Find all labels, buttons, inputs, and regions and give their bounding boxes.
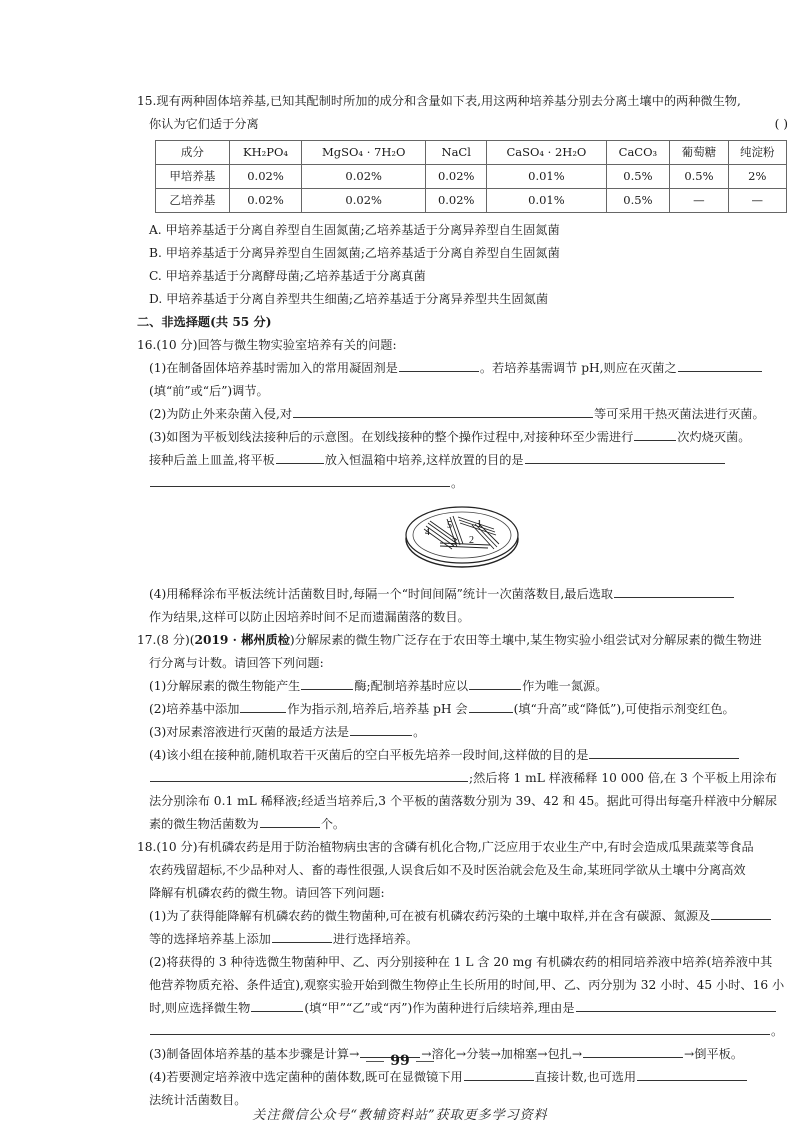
q17-stem-text-b: )分解尿素的微生物广泛存在于农田等土壤中,某生物实验小组尝试对分解尿素的微生物进 — [289, 633, 762, 647]
q17-stem-cont: 行分离与计数。请回答下列问题: — [149, 656, 324, 670]
q17-p4-text-b: ;然后将 1 mL 样液稀释 10 000 倍,在 3 个平板上用涂布 — [469, 771, 777, 785]
table-header-cell: 纯淀粉 — [728, 141, 786, 165]
table-header-cell: CaSO₄ · 2H₂O — [487, 141, 606, 165]
q16-p3-text-a: (3)如图为平板划线法接种后的示意图。在划线接种的整个操作过程中,对接种环至少需进行 — [149, 430, 634, 444]
q18-part4-cont: 法统计活菌数目。 — [149, 1093, 247, 1107]
q17-part3 — [137, 721, 792, 744]
q17-part4 — [137, 744, 792, 767]
table-cell: 0.02% — [229, 165, 301, 189]
q16-part4 — [137, 583, 792, 606]
q17-part2 — [137, 698, 792, 721]
q16-part3-cont — [137, 449, 792, 472]
answer-blank[interactable] — [469, 698, 513, 713]
q17-stem-text-a: (8 分)( — [156, 633, 195, 647]
q15-stem-2: 你认为它们适于分离 — [149, 117, 259, 131]
answer-blank[interactable] — [399, 357, 479, 372]
table-cell: 0.02% — [426, 189, 487, 213]
table-row — [156, 189, 787, 213]
q17-source: 2019 · 郴州质检 — [194, 633, 290, 647]
q17-p1-text-c: 作为唯一氮源。 — [522, 679, 608, 693]
table-header-cell: 葡萄糖 — [670, 141, 728, 165]
q15-option-c: C. 甲培养基适于分离酵母菌;乙培养基适于分离真菌 — [149, 269, 426, 283]
table-cell: 0.5% — [606, 189, 670, 213]
table-cell: — — [670, 189, 728, 213]
q17-p4-text-a: (4)该小组在接种前,随机取若干灭菌后的空白平板先培养一段时间,这样做的目的是 — [149, 748, 589, 762]
q18-p3-text-c: →倒平板。 — [684, 1047, 744, 1061]
table-header-cell: CaCO₃ — [606, 141, 670, 165]
page-number — [0, 1050, 800, 1073]
page-number-text: 99 — [390, 1053, 410, 1069]
q18-p4-text-a: (4)若要测定培养液中选定菌种的菌体数,既可在显微镜下用 — [149, 1070, 463, 1084]
q18-p1-text-c: 进行选择培养。 — [332, 932, 419, 946]
table-cell: 2% — [728, 165, 786, 189]
answer-blank[interactable] — [589, 744, 739, 759]
q16-p3-text-e: 。 — [451, 476, 464, 490]
table-cell: 0.02% — [302, 189, 426, 213]
q16-part1-cont: (填“前”或“后”)调节。 — [149, 384, 269, 398]
q16-p2-text-a: (2)为防止外来杂菌入侵,对 — [149, 407, 293, 421]
q18-p3-text-b: →溶化→分装→加棉塞→包扎→ — [421, 1047, 583, 1061]
q15-option-a: A. 甲培养基适于分离自养型自生固氮菌;乙培养基适于分离异养型自生固氮菌 — [149, 223, 560, 237]
q18-number: 18. — [137, 840, 157, 854]
q18-p1-text-a: (1)为了获得能降解有机磷农药的微生物菌种,可在被有机磷农药污染的土壤中取样,并在含有碳源、氮源及 — [149, 909, 711, 923]
table-cell: 0.5% — [606, 165, 670, 189]
q17-part4-cont3 — [137, 813, 792, 836]
q16-part1 — [137, 357, 792, 380]
q18-part2-cont3 — [137, 1020, 792, 1043]
q16-number: 16. — [137, 338, 157, 352]
table-cell: 0.02% — [302, 165, 426, 189]
q18-stem-line-1 — [137, 836, 792, 859]
section-heading: 二、非选择题(共 55 分) — [137, 315, 272, 329]
answer-blank[interactable] — [678, 357, 762, 372]
q17-part4-cont2: 法分别涂布 0.1 mL 稀释液;经适当培养后,3 个平板的菌落数分别为 39、42 和 45。据此可得出每毫升样液中分解尿 — [149, 794, 778, 808]
q17-part1 — [137, 675, 792, 698]
page-content — [137, 90, 792, 1112]
answer-blank[interactable] — [276, 449, 324, 464]
answer-blank[interactable] — [301, 675, 353, 690]
table-cell: 乙培养基 — [156, 189, 230, 213]
figure-label: 2 — [469, 535, 474, 546]
table-cell: 甲培养基 — [156, 165, 230, 189]
table-cell: 0.02% — [426, 165, 487, 189]
q18-p2-text-e: 。 — [771, 1024, 784, 1038]
table-header-cell: NaCl — [426, 141, 487, 165]
q18-stem-line-2: 农药残留超标,不少品种对人、畜的毒性很强,人误食后如不及时医治就会危及生命,某班同学欲从土壤中分离高效 — [149, 863, 746, 877]
q15-number: 15. — [137, 94, 157, 108]
answer-blank[interactable] — [150, 472, 450, 487]
q16-p3-text-b: 次灼烧灭菌。 — [677, 430, 751, 444]
table-header-row — [156, 141, 787, 165]
answer-blank[interactable] — [576, 997, 776, 1012]
table-cell: 0.01% — [487, 165, 606, 189]
q16-p1-text-a: (1)在制备固体培养基时需加入的常用凝固剂是 — [149, 361, 398, 375]
table-header-cell: KH₂PO₄ — [229, 141, 301, 165]
q18-p2-text-d: (填“甲”“乙”或“丙”)作为菌种进行后续培养,理由是 — [304, 1001, 575, 1015]
q15-stem-line-2 — [137, 113, 792, 136]
answer-blank[interactable] — [634, 426, 676, 441]
answer-blank[interactable] — [272, 928, 332, 943]
q17-p2-text-c: (填“升高”或“降低”),可使指示剂变红色。 — [513, 702, 735, 716]
q17-p1-text-b: 酶;配制培养基时应以 — [354, 679, 469, 693]
q17-p3-text-b: 。 — [413, 725, 426, 739]
table-cell: 0.02% — [229, 189, 301, 213]
q18-p1-text-b: 等的选择培养基上添加 — [149, 932, 271, 946]
q18-part2-cont: 他营养物质充裕、条件适宜),观察实验开始到微生物停止生长所用的时间,甲、乙、丙分别为 32 小时、45 小时、16 小 — [149, 978, 785, 992]
q16-p4-text-a: (4)用稀释涂布平板法统计活菌数目时,每隔一个“时间间隔”统计一次菌落数目,最后选取 — [149, 587, 614, 601]
q16-p3-text-d: 放入恒温箱中培养,这样放置的目的是 — [324, 453, 524, 467]
answer-blank[interactable] — [240, 698, 286, 713]
q17-number: 17. — [137, 633, 157, 647]
q17-part4-cont — [137, 767, 792, 790]
q18-p4-text-b: 直接计数,也可选用 — [534, 1070, 637, 1084]
answer-blank[interactable] — [614, 583, 734, 598]
q16-part4-cont: 作为结果,这样可以防止因培养时间不足而遗漏菌落的数目。 — [149, 610, 470, 624]
figure-label: 1 — [477, 519, 482, 530]
q17-p4-text-d: 素的微生物活菌数为 — [149, 817, 259, 831]
table-cell: 0.5% — [670, 165, 728, 189]
answer-blank[interactable] — [350, 721, 412, 736]
table-cell: — — [728, 189, 786, 213]
answer-blank[interactable] — [469, 675, 521, 690]
q15-option-d: D. 甲培养基适于分离自养型共生细菌;乙培养基适于分离异养型共生固氮菌 — [149, 292, 549, 306]
q15-medium-table — [155, 140, 787, 213]
answer-blank[interactable] — [251, 997, 303, 1012]
petri-dish-diagram — [402, 499, 522, 573]
q15-stem-line-1 — [137, 90, 792, 113]
answer-blank[interactable] — [260, 813, 320, 828]
table-header-cell: 成分 — [156, 141, 230, 165]
figure-label: 5 — [447, 520, 452, 531]
figure-label: 3 — [452, 537, 457, 548]
q18-part1 — [137, 905, 792, 928]
q17-p2-text-a: (2)培养基中添加 — [149, 702, 240, 716]
q16-part3 — [137, 426, 792, 449]
q18-p3-text-a: (3)制备固体培养基的基本步骤是计算→ — [149, 1047, 360, 1061]
page-number-dash — [366, 1061, 384, 1062]
q16-stem — [137, 334, 792, 357]
page-number-dash — [416, 1061, 434, 1062]
q18-stem-line-3: 降解有机磷农药的微生物。请回答下列问题: — [149, 886, 385, 900]
streak-plate-figure — [137, 499, 792, 577]
answer-blank[interactable] — [293, 403, 593, 418]
q18-stem-1: (10 分)有机磷农药是用于防治植物病虫害的含磷有机化合物,广泛应用于农业生产中,有时会造成瓜果蔬菜等食品 — [156, 840, 754, 854]
q16-stem-text: (10 分)回答与微生物实验室培养有关的问题: — [156, 338, 397, 352]
q16-part3-cont2 — [137, 472, 792, 495]
q17-stem — [137, 629, 792, 652]
answer-blank[interactable] — [150, 767, 468, 782]
q17-p1-text-a: (1)分解尿素的微生物能产生 — [149, 679, 301, 693]
table-cell: 0.01% — [487, 189, 606, 213]
q17-p3-text-a: (3)对尿素溶液进行灭菌的最适方法是 — [149, 725, 350, 739]
footer-note: 关注微信公众号“教辅资料站”获取更多学习资料 — [252, 1108, 548, 1123]
q15-stem-1: 现有两种固体培养基,已知其配制时所加的成分和含量如下表,用这两种培养基分别去分离土壤中的两种微生物, — [156, 94, 741, 108]
table-header-cell: MgSO₄ · 7H₂O — [302, 141, 426, 165]
q18-p2-text-c: 时,则应选择微生物 — [149, 1001, 251, 1015]
q16-part2 — [137, 403, 792, 426]
q16-p2-text-b: 等可采用干热灭菌法进行灭菌。 — [594, 407, 765, 421]
q16-p1-text-b: 。若培养基需调节 pH,则应在灭菌之 — [479, 361, 677, 375]
q17-p4-text-e: 个。 — [320, 817, 346, 831]
q18-part1-cont — [137, 928, 792, 951]
answer-blank[interactable] — [150, 1020, 770, 1035]
q18-part2-cont2 — [137, 997, 792, 1020]
answer-blank[interactable] — [711, 905, 771, 920]
q18-part2: (2)将获得的 3 种待选微生物菌种甲、乙、丙分别接种在 1 L 含 20 mg 有机磷农药的相同培养液中培养(培养液中其 — [149, 955, 773, 969]
q17-p2-text-b: 作为指示剂,培养后,培养基 pH 会 — [287, 702, 468, 716]
table-row — [156, 165, 787, 189]
q16-p3-text-c: 接种后盖上皿盖,将平板 — [149, 453, 275, 467]
figure-label: 4 — [425, 527, 430, 538]
q15-option-b: B. 甲培养基适于分离异养型自生固氮菌;乙培养基适于分离自养型自生固氮菌 — [149, 246, 560, 260]
answer-blank[interactable] — [525, 449, 725, 464]
q15-answer-paren: ( ) — [774, 117, 788, 131]
